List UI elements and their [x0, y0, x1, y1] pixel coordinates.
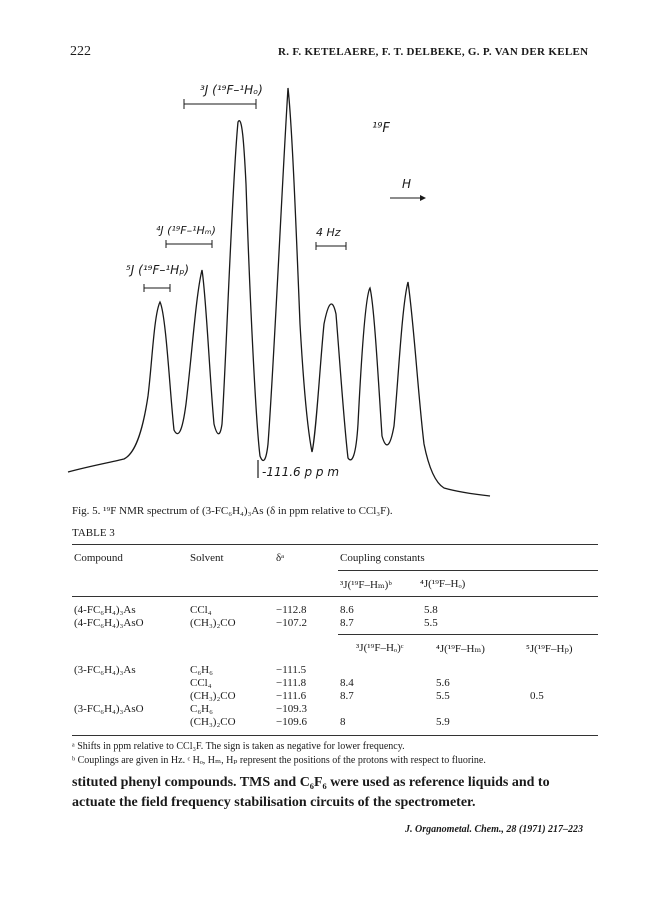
cell-solvent: (CH₃)₂CO	[190, 716, 236, 728]
annotation-5j-label: ⁵J (¹⁹F–¹Hₚ)	[126, 263, 190, 277]
cell-solvent: CCl₄	[190, 604, 212, 616]
cell-delta: −107.2	[276, 617, 307, 629]
page-number: 222	[70, 44, 91, 59]
header-solvent: Solvent	[190, 552, 224, 564]
cell-delta: −111.6	[276, 690, 307, 702]
cell-delta: −111.5	[276, 664, 307, 676]
meta-subrule	[338, 634, 598, 635]
nucleus-label: ¹⁹F	[372, 121, 390, 136]
annotation-4j-label: ⁴J (¹⁹F–¹Hₘ)	[156, 224, 216, 237]
subheader-5j-p: ⁵J(¹⁹F–Hₚ)	[526, 643, 573, 655]
cell-coupling-1: 8	[340, 716, 346, 728]
subheader-3j-o: ³J(¹⁹F–Hₒ)ᶜ	[356, 642, 404, 654]
table-title: TABLE 3	[72, 527, 115, 539]
table-bottom-rule	[72, 735, 598, 736]
cell-coupling-3: 0.5	[530, 690, 544, 702]
table-top-rule	[72, 544, 598, 545]
cell-compound: (3-FC₆H₄)₃AsO	[74, 703, 144, 715]
cell-coupling-2: 5.8	[424, 604, 438, 616]
cell-compound: (4-FC₆H₄)₃As	[74, 604, 136, 616]
footnote-b: ᵇ Couplings are given in Hz. ᶜ Hₒ, Hₘ, Hₚ represent the positions of the protons with respect to fluorine.	[72, 755, 486, 766]
cell-coupling-1: 8.6	[340, 604, 354, 616]
coupling-subrule	[338, 570, 598, 571]
header-bottom-rule	[72, 596, 598, 597]
cell-delta: −111.8	[276, 677, 307, 689]
body-text-line-2: actuate the field frequency stabilisation circuits of the spectrometer.	[72, 795, 476, 810]
cell-coupling-2: 5.6	[436, 677, 450, 689]
cell-compound: (3-FC₆H₄)₃As	[74, 664, 136, 676]
cell-coupling-2: 5.5	[424, 617, 438, 629]
figure-caption: Fig. 5. ¹⁹F NMR spectrum of (3-FC₆H₄)₃As (δ in ppm relative to CCl₃F).	[72, 505, 393, 517]
cell-coupling-1: 8.7	[340, 617, 354, 629]
cell-solvent: (CH₃)₂CO	[190, 690, 236, 702]
subheader-4j-m: ⁴J(¹⁹F–Hₘ)	[436, 643, 485, 655]
body-text-line-1: stituted phenyl compounds. TMS and C₆F₆ were used as reference liquids and to	[72, 775, 550, 790]
cell-solvent: (CH₃)₂CO	[190, 617, 236, 629]
running-header-authors: R. F. KETELAERE, F. T. DELBEKE, G. P. VAN DER KELEN	[278, 46, 589, 58]
field-label: H	[402, 177, 412, 191]
header-compound: Compound	[74, 552, 123, 564]
journal-reference: J. Organometal. Chem., 28 (1971) 217–223	[405, 824, 584, 835]
cell-coupling-1: 8.4	[340, 677, 354, 689]
cell-solvent: C₆H₆	[190, 664, 213, 676]
nmr-spectrum-figure	[60, 64, 620, 504]
cell-solvent: C₆H₆	[190, 703, 213, 715]
cell-delta: −112.8	[276, 604, 307, 616]
annotation-4hz-label: 4 Hz	[316, 226, 341, 239]
subheader-3j-m: ³J(¹⁹F–Hₘ)ᵇ	[340, 579, 392, 591]
header-coupling-constants: Coupling constants	[340, 552, 425, 564]
cell-coupling-2: 5.5	[436, 690, 450, 702]
cell-compound: (4-FC₆H₄)₃AsO	[74, 617, 144, 629]
cell-delta: −109.6	[276, 716, 307, 728]
cell-delta: −109.3	[276, 703, 307, 715]
footnote-a: ᵃ Shifts in ppm relative to CCl₃F. The sign is taken as negative for lower frequency.	[72, 741, 405, 752]
annotation-3j-label: ³J (¹⁹F–¹Hₒ)	[200, 83, 263, 97]
subheader-4j-o: ⁴J(¹⁹F–Hₒ)	[420, 578, 466, 590]
cell-coupling-1: 8.7	[340, 690, 354, 702]
ppm-label: -111.6 p p m	[262, 465, 340, 479]
spectrum-trace	[68, 88, 490, 496]
cell-coupling-2: 5.9	[436, 716, 450, 728]
cell-solvent: CCl₄	[190, 677, 212, 689]
header-delta: δᵃ	[276, 552, 285, 564]
